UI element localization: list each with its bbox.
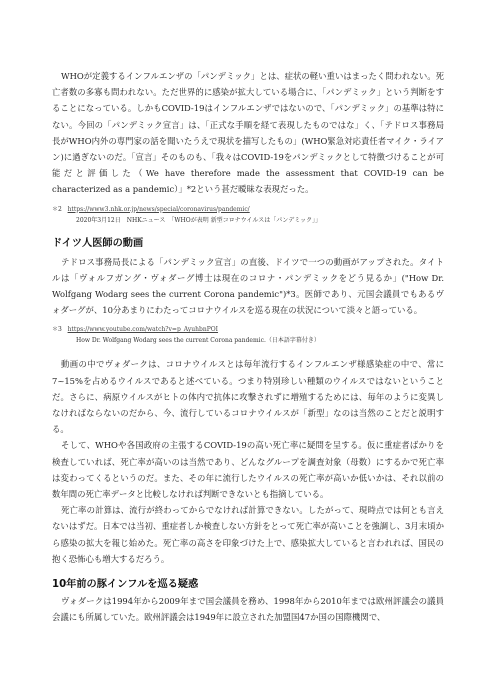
footnote-3-detail: How Dr. Wolfgang Wodarg sees the current Corona pandemic.（日本語字幕付き）: [76, 337, 320, 345]
footnote-2: [52, 204, 444, 215]
section-heading-swine-flu: 10年前の豚インフルを巡る疑惑: [52, 579, 199, 591]
footnote-2-detail: 2020年3月12日 NHKニュース 「WHOが表明 新型コロナウイルスは「パンデミック」」: [76, 216, 322, 224]
footnote-2-mark: ＊2: [52, 205, 62, 213]
paragraph-mortality-calculation: 死亡率の計算は、流行が終わってからでなければ計算できない。したがって、現時点では何とも言えないはずだ。日本では当初、重症者しか検査しない方針をとって死亡率が高いことを強調し、3月末頃から感染の拡大を報じ始めた。死亡率の高さを印象づけた上で、感染拡大していると言われれば、国民の抱く恐怖心も増大するだろう。: [52, 505, 444, 564]
footnote-3-mark: ＊3: [52, 326, 62, 334]
paragraph-pandemic-definition: WHOが定義するインフルエンザの「パンデミック」とは、症状の軽い重いはまったく問われない。死亡者数の多寡も問われない。ただ世界的に感染が拡大している場合に、「パンデミック」という判断をすることになっている。しかもCOVID-19はインフルエンザではないので、「パンデミック」の基準は特にない。今回の「パンデミック宣言」は、「正式な手順を経て表現したものではな」く、「テドロス事務局長がWHO内外の専門家の話を聞いたうえで現状を描写したもの」(WHO緊急対応責任者マイク・ライアン)に過ぎないのだ。「宣言」そのものも、「我々はCOVID-19をパンデミックとして特徴づけることが可能だと評価した（We have therefore made the assessment that COVID-19 can be characterized as a pandemic）」*2という甚だ曖昧な表現だった。: [52, 71, 444, 195]
paragraph-video-intro: テドロス事務局長による「パンデミック宣言」の直後、ドイツで一つの動画がアップされた。タイトルは「ヴォルフガング・ヴォダーグ博士は現在のコロナ・パンデミックをどう見るか」("How Dr. Wolfgang Wodarg sees the current Corona pandemic")*3。医師であり、元国会議員でもあるヴォダーグが、10分あまりにわたってコロナウイルスを巡る現在の状況について淡々と語っている。: [52, 256, 444, 316]
paragraph-wodarg-career: ヴォダークは1994年から2009年まで国会議員を務め、1998年から2010年までは欧州評議会の議員会議にも所属していた。欧州評議会は1949年に設立された加盟国47か国の国際機関で、: [52, 596, 444, 623]
paragraph-coronavirus-common: 動画の中でヴォダークは、コロナウイルスとは毎年流行するインフルエンザ様感染症の中で、常に7~15%を占めるウイルスであると述べている。つまり特別珍しい種類のウイルスではないということだ。さらに、病原ウイルスがヒトの体内で抗体に攻撃されずに増殖するためには、毎年のように変異しなければならないのだから、今、流行しているコロナウイルスが「新型」なのは当然のことだと説明する。: [52, 359, 444, 435]
footnote-2-link[interactable]: https://www3.nhk.or.jp/news/special/coronavirus/pandemic/: [67, 205, 250, 213]
paragraph-mortality-doubt: そして、WHOや各国政府の主張するCOVID-19の高い死亡率に疑問を呈する。仮に重症者ばかりを検査していれば、死亡率が高いのは当然であり、どんなグループを調査対象（母数）にするかで死亡率は変わってくるというのだ。また、その年に流行したウイルスの死亡率が高いか低いかは、それ以前の数年間の死亡率データと比較しなければ判断できないとも指摘している。: [52, 440, 444, 500]
footnote-3: [52, 324, 444, 335]
section-heading-german-doctor: ドイツ人医師の動画: [52, 237, 144, 249]
footnote-3-link[interactable]: https://www.youtube.com/watch?v=p_AyuhbnPOI: [67, 326, 219, 334]
document-page: [52, 68, 444, 625]
